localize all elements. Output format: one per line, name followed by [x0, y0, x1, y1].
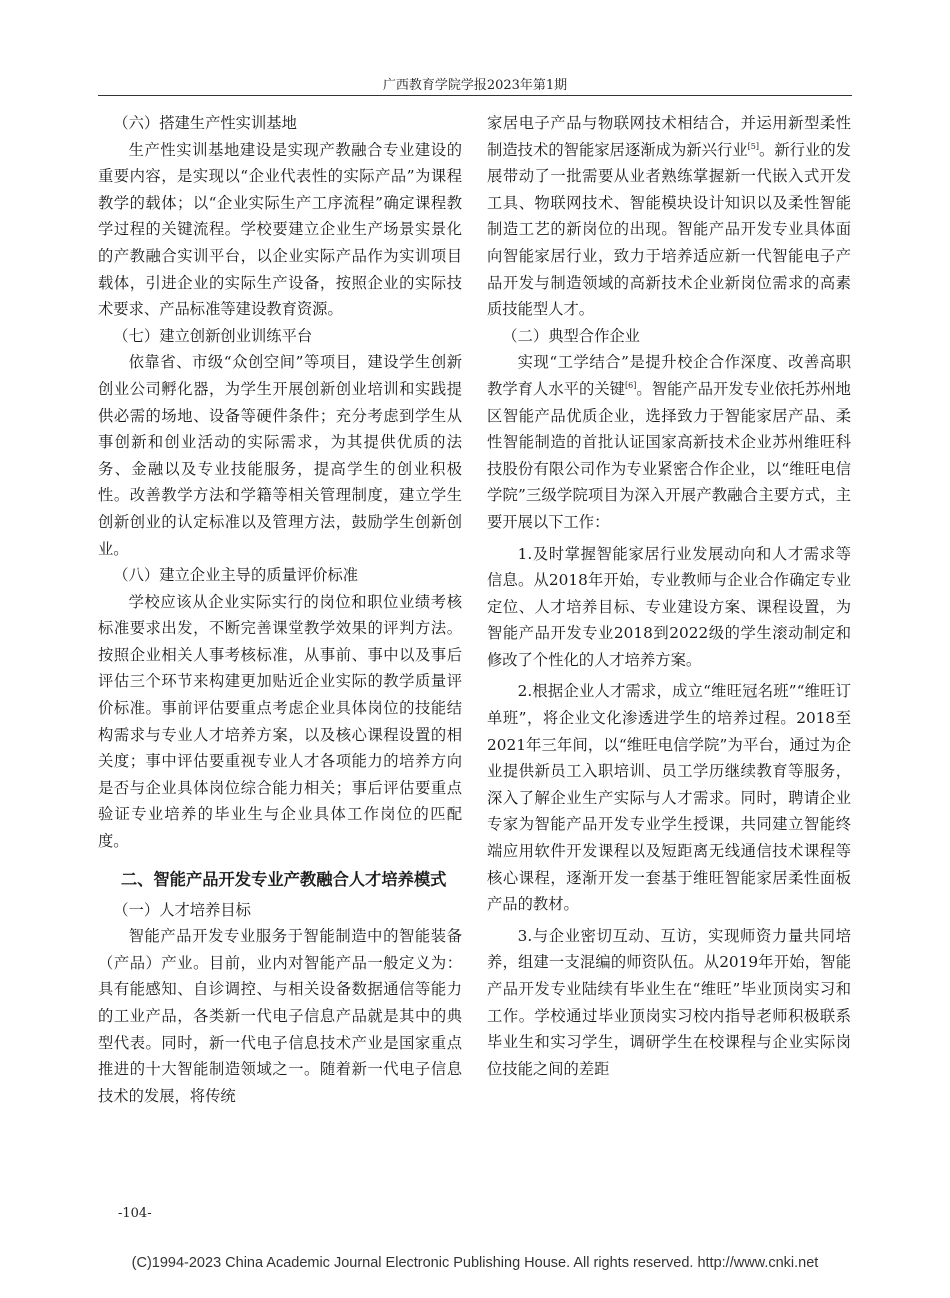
section-heading-2: 二、智能产品开发专业产教融合人才培养模式 [120, 869, 447, 889]
right-column [487, 110, 851, 1082]
running-header: 广西教育学院学报2023年第1期 [382, 78, 568, 93]
citation-5: [5] [747, 141, 759, 151]
subsection-heading-7: （七）建立创新创业训练平台 [113, 326, 313, 345]
page-number: -104- [118, 1206, 152, 1221]
subsection-heading-8: （八）建立企业主导的质量评价标准 [113, 566, 359, 585]
paragraph: 学校应该从企业实际实行的岗位和职位业绩考核标准要求出发，不断完善课堂教学效果的评判方法。按照企业相关人事考核标准，从事前、事中以及事后评估三个环节来构建更加贴近企业实际的教学质量评价标准。事前评估要重点考虑企业具体岗位的技能结构需求与专业人才培养方案，以及核心课程设置的相关度；事中评估要重视专业人才各项能力的培养方向是否与企业具体岗位综合能力相关；事后评估要重点验证专业培养的毕业生与企业具体工作岗位的匹配度。 [98, 592, 462, 851]
paragraph-text: 。智能产品开发专业依托苏州地区智能产品优质企业，选择致力于智能家居产品、柔性智能制造的首批认证国家高新技术企业苏州维旺科技股份有限公司作为专业紧密合作企业，以“维旺电信学院”三级学院项目为深入开展产教融合主要方式，主要开展以下工作： [487, 379, 851, 531]
paragraph-text: 。新行业的发展带动了一批需要从业者熟练掌握新一代嵌入式开发工具、物联网技术、智能模块设计知识以及柔性智能制造工艺的新岗位的出现。智能产品开发专业具体面向智能家居行业，致力于培养适应新一代智能电子产品开发与制造领域的高新技术企业新岗位需求的高素质技能型人才。 [487, 140, 851, 319]
left-column [98, 110, 462, 1109]
subsection-heading-2-2: （二）典型合作企业 [502, 326, 640, 345]
list-item-1: 1.及时掌握智能家居行业发展动向和人才需求等信息。从2018年开始，专业教师与企业合作确定专业定位、人才培养目标、专业建设方案、课程设置，为智能产品开发专业2018到2022级的学生滚动制定和修改了个性化的人才培养方案。 [487, 544, 851, 669]
copyright-notice: (C)1994-2023 China Academic Journal Electronic Publishing House. All rights reserved. http://www.cnki.net [131, 1255, 819, 1271]
paragraph: 智能产品开发专业服务于智能制造中的智能装备（产品）产业。目前，业内对智能产品一般定义为：具有能感知、自诊调控、与相关设备数据通信等能力的工业产品，各类新一代电子信息产品就是其中的典型代表。同时，新一代电子信息技术产业是国家重点推进的十大智能制造领域之一。随着新一代电子信息技术的发展，将传统 [98, 927, 462, 1105]
citation-6: [6] [624, 380, 637, 390]
continued-paragraph [487, 110, 851, 323]
subsection-heading-2-1: （一）人才培养目标 [113, 900, 251, 919]
list-item-2: 2.根据企业人才需求，成立“维旺冠名班”“维旺订单班”，将企业文化渗透进学生的培养过程。2018至2021年三年间，以“维旺电信学院”为平台，通过为企业提供新员工入职培训、员工学历继续教育等服务，深入了解企业生产实际与人才需求。同时，聘请企业专家为智能产品开发专业学生授课，共同建立智能终端应用软件开发课程以及短距离无线通信技术课程等核心课程，逐渐开发一套基于维旺智能家居柔性面板产品的教材。 [487, 682, 851, 914]
list-item-3: 3.与企业密切互动、互访，实现师资力量共同培养，组建一支混编的师资队伍。从2019年开始，智能产品开发专业陆续有毕业生在“维旺”毕业顶岗实习和工作。学校通过毕业顶岗实习校内指导老师积极联系毕业生和实习学生，调研学生在校课程与企业实际岗位技能之间的差距 [487, 926, 851, 1078]
paragraph: 生产性实训基地建设是实现产教融合专业建设的重要内容，是实现以“企业代表性的实际产品”为课程教学的载体；以“企业实际生产工序流程”确定课程教学过程的关键流程。学校要建立企业生产场景实景化的产教融合实训平台，以企业实际产品作为实训项目载体，引进企业的实际生产设备，按照企业的实际技术要求、产品标准等建设教育资源。 [98, 140, 462, 319]
paragraph-text: 家居电子产品与物联网技术相结合，并运用新型柔性制造技术的智能家居逐渐成为新兴行业 [487, 114, 851, 159]
header-rule [98, 95, 852, 96]
paragraph [487, 349, 851, 535]
paragraph-text: 实现“工学结合”是提升校企合作深度、改善高职教学育人水平的关键 [487, 353, 851, 398]
subsection-heading-6: （六）搭建生产性实训基地 [113, 114, 297, 132]
paragraph: 依靠省、市级“众创空间”等项目，建设学生创新创业公司孵化器，为学生开展创新创业培训和实践提供必需的场地、设备等硬件条件；充分考虑到学生从事创新和创业活动的实际需求，为其提供优质的法务、金融以及专业技能服务，提高学生的创业积极性。改善教学方法和学籍等相关管理制度，建立学生创新创业的认定标准以及管理方法，鼓励学生创新创业。 [98, 353, 462, 558]
